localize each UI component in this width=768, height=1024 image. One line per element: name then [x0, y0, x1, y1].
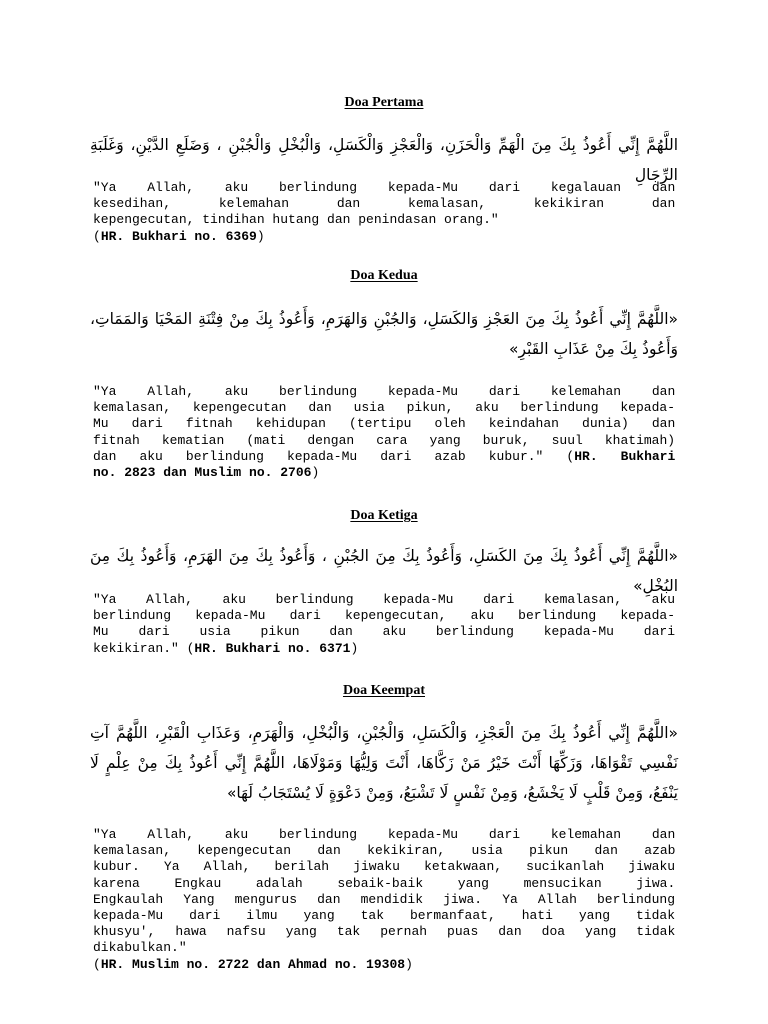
translation-block — [93, 827, 675, 973]
arabic-prayer: «اللَّهُمَّ إِنِّي أَعُوذُ بِكَ مِنَ الكَسَلِ، وَأَعُوذُ بِكَ مِنَ الجُبْنِ ، وَأَعُوذُ بِكَ مِنَ الهَرَمِ، وَأَعُوذُ بِكَ مِنَ البُخْلِ» — [90, 547, 678, 595]
translation-text: kekikiran." ( — [93, 640, 195, 656]
section-heading: Doa Keempat — [342, 683, 426, 698]
translation-line: berlindung kepada-Mu dari kepengecutan, aku berlindung kepada- — [93, 608, 675, 624]
reference-paren: ) — [256, 228, 265, 244]
translation-text: dan aku berlindung kepada-Mu dari azab kubur." ( — [93, 448, 575, 464]
hadith-reference — [93, 229, 675, 245]
translation-block — [93, 180, 675, 245]
translation-line: karena Engkau adalah sebaik-baik yang mensucikan jiwa. — [93, 875, 676, 891]
translation-line: "Ya Allah, aku berlindung kepada-Mu dari kelemahan dan — [93, 827, 676, 842]
translation-line: dikabulkan." — [93, 940, 187, 956]
translation-block — [93, 384, 675, 481]
translation-line: fitnah kematian (mati dengan cara yang buruk, suul khatimah) — [93, 432, 676, 448]
arabic-prayer: اللَّهُمَّ إِنِّي أَعُوذُ بِكَ مِنَ الْهَمِّ وَالْحَزَنِ، وَالْعَجْزِ وَالْكَسَلِ، وَالْبُخْلِ وَالْجُبْنِ ، وَضَلَعِ الدَّيْنِ، وَغَلَبَةِ الرِّجَالِ — [90, 136, 678, 184]
arabic-prayer: «اللَّهُمَّ إِنِّي أَعُوذُ بِكَ مِنَ العَجْزِ وَالكَسَلِ، وَالجُبْنِ وَالهَرَمِ، وَأَعُوذُ بِكَ مِنْ فِتْنَةِ المَحْيَا وَالمَمَاتِ، وَأَعُوذُ بِكَ مِنْ عَذَابِ القَبْرِ» — [90, 310, 678, 358]
translation-line: kemalasan, kepengecutan dan usia pikun, aku berlindung kepada- — [93, 400, 675, 416]
translation-line: "Ya Allah, aku berlindung kepada-Mu dari kegalauan dan — [93, 180, 676, 195]
translation-line: kubur. Ya Allah, berilah jiwaku ketakwaan, sucikanlah jiwaku — [93, 859, 676, 875]
translation-block — [93, 592, 675, 657]
translation-line: Engkaulah Yang mengurus dan mendidik jiwa. Ya Allah berlindung — [93, 891, 675, 907]
translation-line — [93, 449, 675, 465]
hadith-reference — [93, 641, 675, 657]
section-heading: Doa Pertama — [344, 95, 424, 110]
translation-line: kesedihan, kelemahan dan kemalasan, kekikiran dan — [93, 196, 676, 212]
translation-line: kemalasan, kepengecutan dan kekikiran, usia pikun dan azab — [93, 843, 676, 859]
reference-source: HR. Bukhari no. 6371 — [194, 640, 351, 656]
translation-line: khusyu', hawa nafsu yang tak pernah puas dan doa yang tidak — [93, 924, 676, 940]
translation-line: Mu dari usia pikun dan aku berlindung kepada-Mu dari — [93, 624, 675, 640]
section-heading: Doa Ketiga — [350, 508, 418, 523]
reference-paren: ) — [350, 640, 359, 656]
reference-paren: ( — [93, 228, 101, 244]
arabic-prayer: «اللَّهُمَّ إِنِّي أَعُوذُ بِكَ مِنَ الْعَجْزِ، وَالْكَسَلِ، وَالْجُبْنِ، وَالْبُخْلِ، وَالْهَرَمِ، وَعَذَابِ الْقَبْرِ، اللَّهُمَّ آتِ نَفْسِي تَقْوَاهَا، وَزَكِّهَا أَنْتَ خَيْرُ مَنْ زَكَّاهَا، أَنْتَ وَلِيُّهَا وَمَوْلَاهَا، اللَّهُمَّ إِنِّي أَعُوذُ بِكَ مِنْ عِلْمٍ لَا يَنْفَعُ، وَمِنْ قَلْبٍ لَا يَخْشَعُ، وَمِنْ نَفْسٍ لَا تَشْبَعُ، وَمِنْ دَعْوَةٍ لَا يُسْتَجَابُ لَهَا» — [90, 724, 678, 802]
section-heading: Doa Kedua — [350, 268, 418, 283]
reference-paren: ) — [311, 464, 320, 480]
reference-source: HR. Bukhari — [574, 448, 676, 464]
translation-line: kepada-Mu dari ilmu yang tak bermanfaat, hati yang tidak — [93, 907, 675, 923]
reference-source: no. 2823 dan Muslim no. 2706 — [93, 464, 312, 480]
reference-paren: ( — [93, 956, 101, 972]
translation-line: "Ya Allah, aku berlindung kepada-Mu dari kelemahan dan — [93, 384, 676, 399]
reference-paren: ) — [405, 956, 413, 972]
translation-line: Mu dari fitnah kehidupan (tertipu oleh keindahan dunia) dan — [93, 416, 676, 432]
reference-source: HR. Bukhari no. 6369 — [100, 228, 257, 244]
reference-source: HR. Muslim no. 2722 dan Ahmad no. 19308 — [100, 956, 406, 972]
translation-line: kepengecutan, tindihan hutang dan penindasan orang." — [93, 212, 499, 228]
hadith-reference — [93, 465, 675, 481]
hadith-reference — [93, 957, 675, 973]
translation-line: "Ya Allah, aku berlindung kepada-Mu dari kemalasan, aku — [93, 592, 676, 607]
